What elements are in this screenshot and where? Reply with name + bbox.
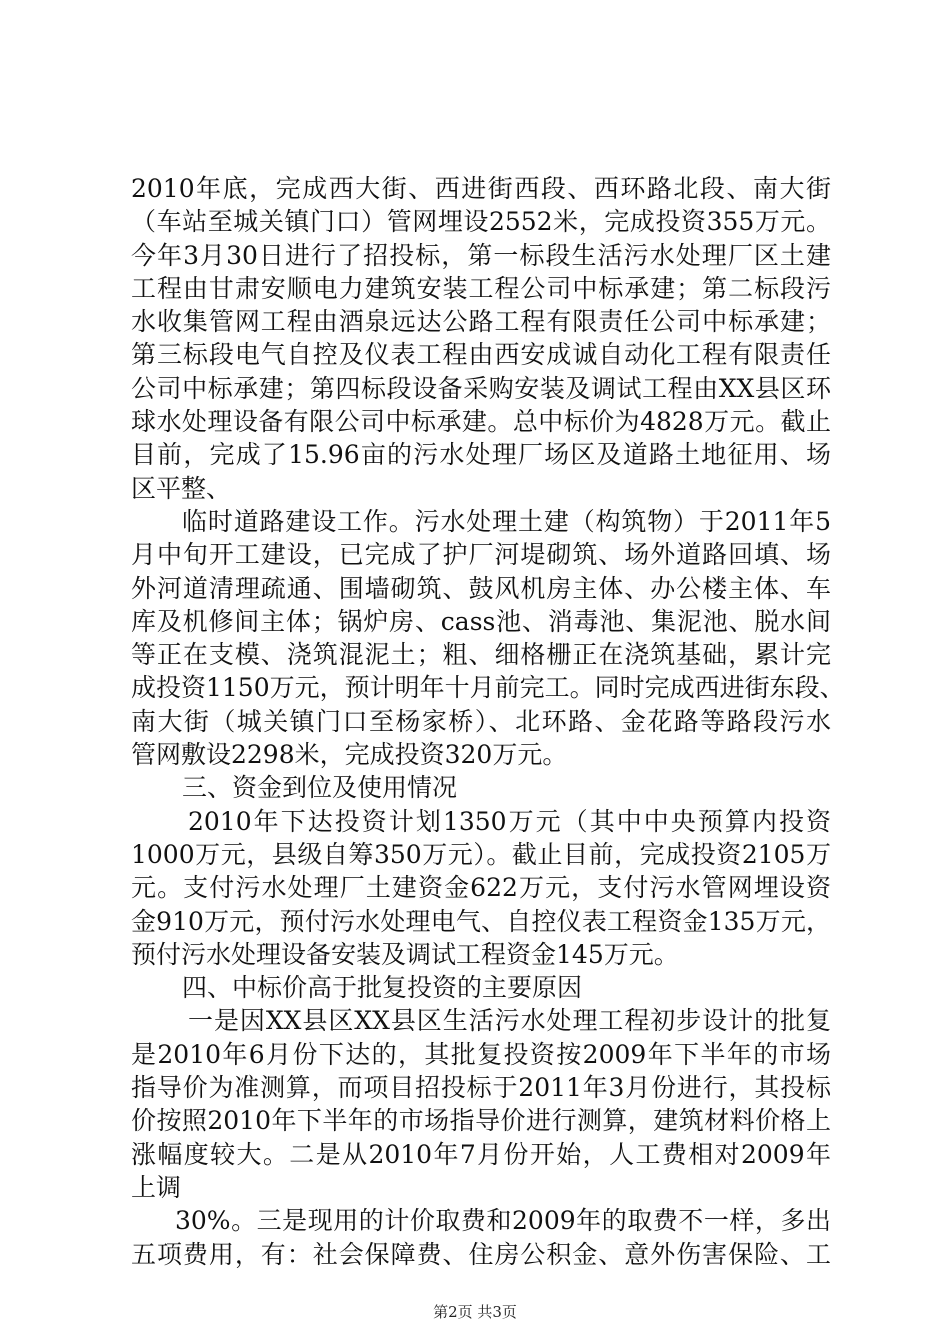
paragraph-start-line: 临时道路建设工作。污水处理土建（构筑物）于2011年5 xyxy=(182,506,831,536)
text-line: 元。支付污水处理厂土建资金622万元，支付污水管网埋设资 xyxy=(131,873,831,903)
text-line: 球水处理设备有限公司中标承建。总中标价为4828万元。截止 xyxy=(131,407,831,437)
text-line: 价按照2010年下半年的市场指导价进行测算，建筑材料价格上 xyxy=(131,1106,831,1136)
text-line: 外河道清理疏通、围墙砌筑、鼓风机房主体、办公楼主体、车 xyxy=(131,573,831,603)
text-line: 指导价为准测算，而项目招投标于2011年3月份进行，其投标 xyxy=(131,1073,831,1103)
text-line: 是2010年6月份下达的，其批复投资按2009年下半年的市场 xyxy=(131,1039,831,1069)
text-line: 区平整、 xyxy=(131,473,232,503)
paragraph-start-line: 2010年下达投资计划1350万元（其中中央预算内投资 xyxy=(188,806,831,836)
section-heading: 四、中标价高于批复投资的主要原因 xyxy=(182,973,583,1003)
text-line: 五项费用，有：社会保障费、住房公积金、意外伤害保险、工 xyxy=(131,1239,831,1269)
text-line: 成投资1150万元，预计明年十月前完工。同时完成西进街东段、 xyxy=(131,673,845,703)
text-line: 月中旬开工建设，已完成了护厂河堤砌筑、场外道路回填、场 xyxy=(131,540,831,570)
text-line: 2010年底，完成西大街、西进街西段、西环路北段、南大街 xyxy=(131,174,831,203)
text-line: 工程由甘肃安顺电力建筑安装工程公司中标承建；第二标段污 xyxy=(131,273,831,303)
text-line: 南大街（城关镇门口至杨家桥）、北环路、金花路等路段污水 xyxy=(131,706,831,736)
text-line: 预付污水处理设备安装及调试工程资金145万元。 xyxy=(131,939,679,969)
text-line: 金910万元，预付污水处理电气、自控仪表工程资金135万元， xyxy=(131,906,831,936)
text-line: 第三标段电气自控及仪表工程由西安成诚自动化工程有限责任 xyxy=(131,340,831,370)
text-line: 上调 xyxy=(131,1172,182,1202)
text-line: 管网敷设2298米，完成投资320万元。 xyxy=(131,740,568,770)
text-line: 涨幅度较大。二是从2010年7月份开始，人工费相对2009年 xyxy=(131,1139,831,1169)
paragraph-start-line: 30%。三是现用的计价取费和2009年的取费不一样，多出 xyxy=(175,1206,831,1236)
text-line: 库及机修间主体；锅炉房、cass池、消毒池、集泥池、脱水间 xyxy=(131,606,831,636)
text-line: 今年3月30日进行了招投标，第一标段生活污水处理厂区土建 xyxy=(131,240,831,270)
page-number-footer: 第2页 共3页 xyxy=(433,1303,517,1321)
paragraph-start-line: 一是因XX县区XX县区生活污水处理工程初步设计的批复 xyxy=(188,1006,831,1036)
text-line: 公司中标承建；第四标段设备采购安装及调试工程由XX县区环 xyxy=(131,373,831,403)
text-line: 等正在支模、浇筑混泥土；粗、细格栅正在浇筑基础，累计完 xyxy=(131,640,831,670)
document-body xyxy=(131,172,845,1271)
text-line: 1000万元，县级自筹350万元）。截止目前，完成投资2105万 xyxy=(131,839,831,869)
section-heading: 三、资金到位及使用情况 xyxy=(182,773,458,803)
text-line: （车站至城关镇门口）管网埋设2552米，完成投资355万元。 xyxy=(131,207,831,237)
text-line: 目前，完成了15.96亩的污水处理厂场区及道路土地征用、场 xyxy=(131,440,831,470)
text-line: 水收集管网工程由酒泉远达公路工程有限责任公司中标承建； xyxy=(131,307,831,337)
